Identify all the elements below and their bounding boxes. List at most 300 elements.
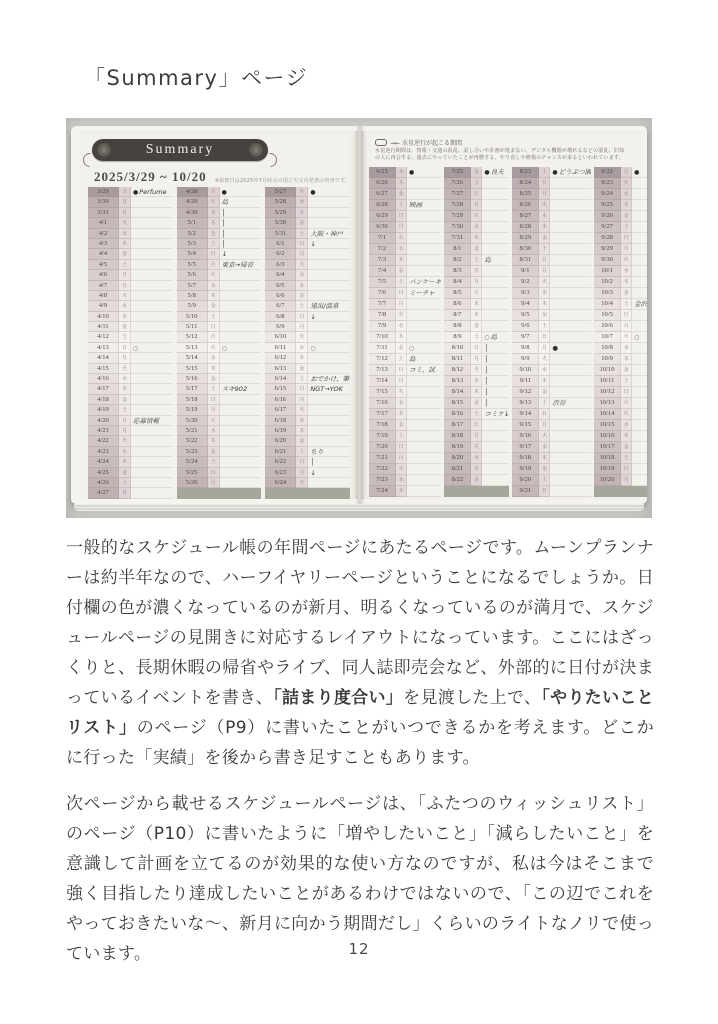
day-row	[444, 398, 509, 409]
day-note	[632, 255, 647, 266]
day-weekday: 日	[208, 468, 220, 478]
day-date: 3/29	[88, 187, 119, 197]
full-moon-icon: ○	[310, 344, 316, 352]
day-row	[512, 332, 591, 343]
day-row	[512, 354, 591, 365]
day-weekday: 金	[296, 218, 308, 228]
day-weekday: 水	[621, 420, 632, 431]
day-weekday: 土	[621, 376, 632, 387]
day-weekday: 日	[621, 233, 632, 244]
month-end-filler	[265, 488, 350, 498]
new-moon-icon: ●	[221, 189, 227, 196]
day-row	[512, 233, 591, 244]
day-weekday: 火	[396, 464, 407, 475]
day-date: 5/31	[265, 229, 296, 239]
day-note	[308, 322, 350, 332]
day-row	[177, 364, 262, 374]
day-date: 5/9	[177, 301, 208, 311]
day-note	[220, 208, 262, 218]
day-note	[550, 365, 591, 376]
day-note	[131, 478, 173, 488]
day-weekday: 月	[296, 322, 308, 332]
day-date: 4/15	[88, 364, 119, 374]
day-date: 10/7	[594, 332, 621, 343]
day-weekday: 土	[396, 200, 407, 211]
handwritten-note: ↓	[310, 312, 316, 321]
handwritten-note: 大阪・神戸	[310, 229, 343, 238]
full-moon-icon: ○	[484, 334, 490, 341]
day-row	[265, 478, 350, 488]
day-weekday: 木	[296, 426, 308, 436]
day-note	[550, 442, 591, 453]
day-note	[407, 321, 441, 332]
day-date: 9/21	[512, 486, 539, 497]
day-weekday: 日	[539, 332, 550, 343]
day-row	[177, 291, 262, 301]
day-note	[220, 478, 262, 488]
day-note	[407, 266, 441, 277]
day-date: 4/30	[177, 208, 208, 218]
day-weekday: 木	[296, 353, 308, 363]
day-row	[512, 288, 591, 299]
day-weekday: 土	[396, 354, 407, 365]
day-weekday: 金	[539, 387, 550, 398]
day-note	[632, 222, 647, 233]
paragraph-text: 次ページから載せるスケジュールページは、「ふたつのウィッシュリスト」のページ（P10）に書いたように「増やしたいこと」「減らしたいこと」を意識して計画を立てるのが効果的な使い方なのですが、私は今はそこまで強く目指したり達成したいことがあるわけではないので、「この辺でこれをやっておきたいな〜、新月に向かう期間だし」くらいのライトなノリで使っています。	[66, 794, 654, 964]
full-moon-icon: ○	[133, 344, 139, 352]
day-note	[632, 332, 647, 343]
day-date: 5/17	[177, 384, 208, 394]
day-date: 8/10	[444, 343, 471, 354]
day-note	[407, 486, 441, 497]
day-weekday: 木	[539, 299, 550, 310]
day-note	[482, 222, 509, 233]
day-row	[265, 353, 350, 363]
day-row	[369, 442, 441, 453]
day-row	[594, 420, 647, 431]
full-moon-icon: ○	[221, 344, 227, 352]
month-column	[444, 167, 509, 497]
day-date: 8/16	[444, 409, 471, 420]
day-note	[407, 277, 441, 288]
day-note	[131, 488, 173, 498]
day-row	[265, 291, 350, 301]
day-row	[444, 255, 509, 266]
handwritten-note: │	[221, 229, 226, 238]
day-weekday: 木	[471, 464, 482, 475]
day-note	[220, 239, 262, 249]
day-note	[308, 301, 350, 311]
day-row	[177, 416, 262, 426]
handwritten-note: │	[484, 377, 489, 385]
day-note	[632, 431, 647, 442]
day-row	[369, 277, 441, 288]
day-row	[369, 222, 441, 233]
day-note	[550, 167, 591, 178]
day-note	[308, 436, 350, 446]
day-weekday: 水	[296, 343, 308, 353]
day-row	[265, 197, 350, 207]
day-date: 7/20	[369, 442, 396, 453]
day-date: 7/26	[444, 178, 471, 189]
day-date: 4/24	[88, 457, 119, 467]
day-note	[550, 354, 591, 365]
day-weekday: 月	[208, 187, 220, 197]
day-note	[632, 200, 647, 211]
day-weekday: 日	[296, 457, 308, 467]
day-note	[407, 376, 441, 387]
handwritten-note: 応募情報	[133, 416, 159, 425]
day-note	[407, 310, 441, 321]
day-row	[369, 200, 441, 211]
handwritten-note: │	[484, 399, 489, 407]
day-row	[594, 387, 647, 398]
day-date: 7/13	[369, 365, 396, 376]
day-note	[308, 426, 350, 436]
day-date: 9/8	[512, 343, 539, 354]
day-row	[444, 431, 509, 442]
day-date: 5/29	[265, 208, 296, 218]
day-row	[265, 384, 350, 394]
day-note	[550, 376, 591, 387]
day-note	[308, 353, 350, 363]
day-weekday: 水	[208, 281, 220, 291]
handwritten-note: │	[484, 344, 489, 352]
day-note	[407, 332, 441, 343]
day-weekday: 土	[621, 299, 632, 310]
day-row	[512, 475, 591, 486]
day-weekday: 日	[621, 464, 632, 475]
day-weekday: 月	[471, 431, 482, 442]
banner-label: Summary	[145, 142, 215, 157]
day-row	[444, 442, 509, 453]
day-date: 9/17	[512, 442, 539, 453]
day-weekday: 月	[471, 354, 482, 365]
banner-ornament-icon	[249, 143, 263, 157]
handwritten-note: 映画	[409, 201, 422, 209]
day-weekday: 木	[396, 255, 407, 266]
day-weekday: 土	[396, 277, 407, 288]
body-text	[66, 533, 654, 969]
day-weekday: 日	[208, 395, 220, 405]
day-row	[594, 332, 647, 343]
day-row	[594, 398, 647, 409]
day-note	[407, 200, 441, 211]
day-row	[444, 299, 509, 310]
day-note	[632, 288, 647, 299]
day-note	[550, 343, 591, 354]
day-date: 9/9	[512, 354, 539, 365]
day-date: 5/4	[177, 249, 208, 259]
day-date: 10/6	[594, 321, 621, 332]
day-weekday: 火	[119, 291, 131, 301]
day-date: 4/11	[88, 322, 119, 332]
day-weekday: 月	[396, 222, 407, 233]
day-weekday: 火	[296, 187, 308, 197]
day-row	[594, 464, 647, 475]
day-date: 5/7	[177, 281, 208, 291]
day-row	[177, 332, 262, 342]
day-note	[632, 475, 647, 486]
day-row	[369, 233, 441, 244]
day-note	[220, 312, 262, 322]
day-weekday: 火	[208, 343, 220, 353]
handwritten-note: おでかけ、筆	[310, 375, 350, 384]
day-date: 7/10	[369, 332, 396, 343]
day-note	[407, 365, 441, 376]
planner-photo	[66, 118, 652, 518]
handwritten-note: │	[221, 208, 226, 217]
day-row	[444, 167, 509, 178]
day-date: 4/18	[88, 395, 119, 405]
day-weekday: 日	[296, 239, 308, 249]
day-date: 5/22	[177, 436, 208, 446]
day-date: 9/10	[512, 365, 539, 376]
day-date: 10/19	[594, 464, 621, 475]
day-date: 4/23	[88, 447, 119, 457]
handwritten-note: ↓	[310, 468, 316, 477]
date-range: 2025/3/29 ~ 10/20	[94, 169, 207, 184]
day-note	[407, 354, 441, 365]
day-date: 5/5	[177, 260, 208, 270]
day-note	[308, 281, 350, 291]
day-date: 7/4	[369, 266, 396, 277]
day-weekday: 月	[471, 200, 482, 211]
day-date: 7/5	[369, 277, 396, 288]
day-note	[550, 266, 591, 277]
day-date: 9/16	[512, 431, 539, 442]
day-note	[482, 189, 509, 200]
day-date: 10/1	[594, 266, 621, 277]
day-note	[131, 405, 173, 415]
day-row	[265, 447, 350, 457]
handwritten-note: │	[310, 458, 315, 467]
day-note	[632, 310, 647, 321]
new-moon-icon: ●	[310, 189, 316, 196]
day-weekday: 水	[296, 270, 308, 280]
day-row	[369, 365, 441, 376]
handwritten-note: 島	[484, 256, 491, 264]
day-note	[308, 468, 350, 478]
banner-ornament-icon	[97, 143, 111, 157]
day-weekday: 木	[539, 376, 550, 387]
day-row	[88, 249, 173, 259]
day-weekday: 月	[621, 321, 632, 332]
day-row	[177, 281, 262, 291]
planner-left-page	[78, 131, 358, 499]
day-row	[512, 387, 591, 398]
day-weekday: 水	[471, 222, 482, 233]
day-row	[444, 222, 509, 233]
handwritten-note: どうぶつ園	[558, 168, 592, 176]
day-date: 9/2	[512, 277, 539, 288]
handwritten-note: │	[484, 366, 489, 374]
day-row	[594, 299, 647, 310]
day-date: 7/9	[369, 321, 396, 332]
day-date: 4/8	[88, 291, 119, 301]
day-row	[177, 260, 262, 270]
day-weekday: 土	[296, 374, 308, 384]
day-weekday: 火	[621, 332, 632, 343]
day-row	[88, 332, 173, 342]
day-note	[632, 321, 647, 332]
day-row	[594, 288, 647, 299]
day-note	[550, 255, 591, 266]
day-row	[265, 364, 350, 374]
day-note	[308, 187, 350, 197]
day-note	[482, 409, 509, 420]
day-row	[88, 395, 173, 405]
day-weekday: 日	[471, 420, 482, 431]
day-weekday: 土	[119, 332, 131, 342]
day-row	[265, 229, 350, 239]
planner-book	[71, 126, 647, 504]
day-date: 4/16	[88, 374, 119, 384]
day-date: 4/10	[88, 312, 119, 322]
day-date: 5/1	[177, 218, 208, 228]
day-weekday: 月	[396, 453, 407, 464]
day-row	[88, 353, 173, 363]
day-weekday: 金	[296, 364, 308, 374]
day-note	[407, 222, 441, 233]
day-note	[550, 332, 591, 343]
day-row	[265, 426, 350, 436]
day-row	[444, 486, 509, 497]
day-row	[265, 332, 350, 342]
day-note	[482, 178, 509, 189]
day-row	[369, 178, 441, 189]
day-row	[594, 167, 647, 178]
day-note	[632, 299, 647, 310]
day-note	[220, 436, 262, 446]
day-row	[512, 453, 591, 464]
day-date: 10/4	[594, 299, 621, 310]
month-end-filler	[177, 488, 262, 498]
day-date: 5/18	[177, 395, 208, 405]
day-row	[594, 442, 647, 453]
day-date: 5/27	[265, 187, 296, 197]
day-note	[482, 211, 509, 222]
day-row	[594, 277, 647, 288]
day-row	[369, 299, 441, 310]
day-date: 7/3	[369, 255, 396, 266]
day-note	[550, 464, 591, 475]
day-date: 6/27	[369, 189, 396, 200]
day-row	[512, 255, 591, 266]
day-row	[594, 200, 647, 211]
paragraph-text: 一般的なスケジュール帳の年間ページにあたるページです。ムーンプランナーは約半年なので、ハーフイヤリーページということになるでしょうか。日付欄の色が濃くなっているのが新月、明るくなっているのが満月で、スケジュールページの見開きに対応するレイアウトになっています。ここにはざっくりと、長期休暇の帰省やライブ、同人誌即売会など、外部的に日付が決まっているイベントを書き、	[66, 538, 654, 708]
day-date: 9/5	[512, 310, 539, 321]
day-note	[131, 353, 173, 363]
day-note	[407, 233, 441, 244]
month-column	[177, 187, 262, 499]
day-note	[550, 475, 591, 486]
day-weekday: 水	[119, 229, 131, 239]
day-note	[220, 395, 262, 405]
day-weekday: 木	[208, 218, 220, 228]
day-date: 7/25	[444, 167, 471, 178]
day-date: 6/10	[265, 332, 296, 342]
month-column	[88, 187, 173, 499]
day-note	[220, 197, 262, 207]
day-weekday: 金	[208, 301, 220, 311]
day-date: 7/15	[369, 387, 396, 398]
day-date: 7/11	[369, 343, 396, 354]
day-date: 6/11	[265, 343, 296, 353]
day-date: 4/12	[88, 332, 119, 342]
handwritten-note: コミケ↓	[484, 410, 510, 418]
day-date: 5/26	[177, 478, 208, 488]
day-row	[177, 436, 262, 446]
day-row	[594, 255, 647, 266]
day-date: 8/27	[512, 211, 539, 222]
day-row	[594, 365, 647, 376]
day-note	[482, 453, 509, 464]
new-moon-icon: ●	[634, 169, 640, 176]
day-weekday: 月	[621, 475, 632, 486]
day-date: 5/16	[177, 374, 208, 384]
day-note	[131, 218, 173, 228]
day-note	[632, 343, 647, 354]
day-weekday: 日	[119, 197, 131, 207]
day-date: 9/4	[512, 299, 539, 310]
day-row	[265, 468, 350, 478]
day-row	[594, 475, 647, 486]
handwritten-note: スキ902	[221, 385, 248, 394]
day-note	[308, 260, 350, 270]
day-note	[407, 464, 441, 475]
month-column	[369, 167, 441, 497]
day-weekday: 木	[471, 387, 482, 398]
day-date: 7/23	[369, 475, 396, 486]
day-date: 4/5	[88, 260, 119, 270]
day-note	[482, 475, 509, 486]
day-date: 6/13	[265, 364, 296, 374]
day-row	[444, 266, 509, 277]
day-date: 8/2	[444, 255, 471, 266]
day-row	[512, 409, 591, 420]
day-weekday: 金	[621, 365, 632, 376]
full-moon-icon: ○	[634, 334, 640, 341]
day-row	[369, 420, 441, 431]
day-row	[512, 442, 591, 453]
day-note	[131, 395, 173, 405]
day-date: 8/4	[444, 277, 471, 288]
paragraph-text: のページ（P9）に書いたことがいつできるかを考えます。どこかに行った「実績」を後から書き足すこともあります。	[66, 718, 654, 768]
day-date: 8/1	[444, 244, 471, 255]
day-weekday: 土	[119, 260, 131, 270]
day-row	[88, 384, 173, 394]
day-weekday: 金	[471, 398, 482, 409]
day-row	[88, 260, 173, 270]
day-note	[131, 468, 173, 478]
day-date: 6/14	[265, 374, 296, 384]
day-row	[265, 457, 350, 467]
day-date: 6/5	[265, 281, 296, 291]
day-row	[444, 178, 509, 189]
day-note	[131, 229, 173, 239]
day-weekday: 金	[539, 464, 550, 475]
day-weekday: 木	[621, 431, 632, 442]
day-row	[369, 387, 441, 398]
day-row	[88, 405, 173, 415]
day-note	[220, 229, 262, 239]
day-row	[177, 457, 262, 467]
day-date: 5/15	[177, 364, 208, 374]
day-weekday: 木	[396, 332, 407, 343]
day-date: 7/1	[369, 233, 396, 244]
day-weekday: 木	[621, 277, 632, 288]
